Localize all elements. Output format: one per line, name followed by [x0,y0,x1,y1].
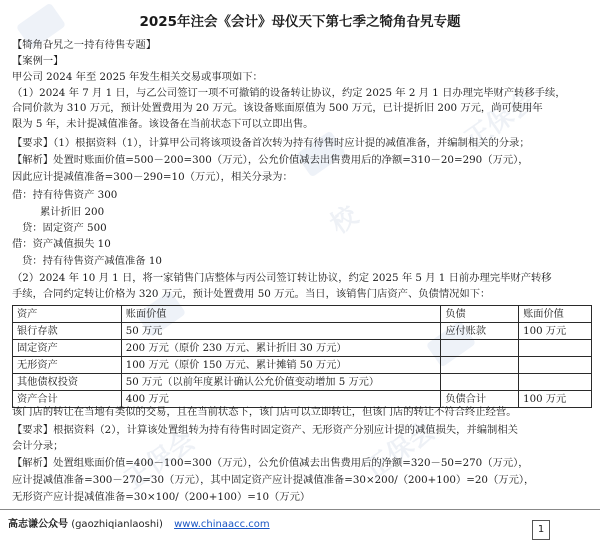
table-cell: 负债合计 [441,391,519,408]
case-text-line: 手续，合同约定转让价格为 320 万元，预计处置费用 50 万元。当日，该销售门店资产、负债情况如下： [12,288,491,300]
watermark: 校 [325,200,364,241]
table-cell [441,374,519,391]
table-cell: 应付账款 [441,323,519,340]
case-text-line: 限为 5 年，未计提减值准备。该设备在当前状态下可以立即出售。 [12,118,314,130]
footer-divider [0,509,600,510]
table-header-row [13,306,592,323]
watermark: 正保会 [359,415,441,486]
table-cell: 100 万元（原价 150 万元、累计摊销 50 万元） [121,357,441,374]
table-row [13,323,592,340]
table-cell [519,374,592,391]
table-header-cell: 资产 [13,306,122,323]
journal-entry-line: 累计折旧 200 [40,206,105,218]
balance-table [12,305,592,408]
table-cell: 50 万元（以前年度累计确认公允价值变动增加 5 万元） [121,374,441,391]
footer-brand: 高志谦公众号 [8,519,68,530]
page-number: 1 [532,520,550,540]
journal-entry-line: 贷：持有待售资产减值准备 10 [22,255,162,267]
analysis-line: 因此应计提减值准备=300－290=10（万元），相关分录为： [12,171,293,183]
table-cell [441,357,519,374]
table-header-cell: 账面价值 [121,306,441,323]
case-text-line: 合同价款为 310 万元，预计处置费用为 20 万元。该设备账面原值为 500 万元，已计提折旧 200 万元，尚可使用年 [12,102,543,114]
table-row [13,340,592,357]
table-cell [519,340,592,357]
table-cell: 无形资产 [13,357,122,374]
footer [8,515,270,530]
table-header-cell: 负债 [441,306,519,323]
table-header-cell: 账面价值 [519,306,592,323]
topic-heading: 【犄角旮旯之一持有待售专题】 [12,39,157,51]
table-cell: 400 万元 [121,391,441,408]
table-cell: 100 万元 [519,391,592,408]
case-text-line: 该门店的转让在当地有类似的交易，且在当前状态下，该门店可以立即转让，但该门店的转让不符合终止经营。 [12,406,517,418]
table-cell: 50 万元 [121,323,441,340]
requirement-line: 会计分录； [12,440,64,452]
table-row [13,357,592,374]
journal-entry-line: 借：持有待售资产 300 [12,189,118,201]
watermark: 正保会 [459,85,541,156]
table-cell: 其他债权投资 [13,374,122,391]
case-text-line: （1）2024 年 7 月 1 日，与乙公司签订一项不可撤销的设备转让协议，约定 2025 年 2 月 1 日办理完毕财产转移手续， [12,87,566,99]
analysis-line: 应计提减值准备=300－270=30（万元），其中固定资产应计提减值准备=30×200/（200+100）=20（万元）， [12,474,535,486]
table-cell: 200 万元（原价 230 万元、累计折旧 30 万元） [121,340,441,357]
intro-line: 甲公司 2024 年至 2025 年发生相关交易或事项如下： [12,71,263,83]
table-row [13,374,592,391]
table-cell [519,357,592,374]
journal-entry-line: 借：资产减值损失 10 [12,238,111,250]
table-cell: 资产合计 [13,391,122,408]
table-cell: 银行存款 [13,323,122,340]
footer-url-link[interactable]: www.chinaacc.com [174,519,270,530]
requirement-line: 【要求】（1）根据资料（1），计算甲公司将该项设备首次转为持有待售时应计提的减值准备，并编制相关的分录； [12,137,530,149]
table-cell [441,340,519,357]
case-heading: 【案例一】 [12,55,64,67]
footer-handle: (gaozhiqianlaoshi) [71,519,163,530]
journal-entry-line: 贷：固定资产 500 [22,222,107,234]
analysis-line: 【解析】处置时账面价值=500－200=300（万元），公允价值减去出售费用后的净额=310－20=290（万元）， [12,154,529,166]
case-text-line: （2）2024 年 10 月 1 日，将一家销售门店整体与丙公司签订转让协议，约定 2025 年 5 月 1 日前办理完毕财产转移 [12,272,552,284]
analysis-line: 【解析】处置组账面价值=400－100=300（万元），公允价值减去出售费用后的净额=320－50=270（万元）， [12,457,529,469]
table-cell: 固定资产 [13,340,122,357]
page-title: 2025年注会《会计》母仪天下第七季之犄角旮旯专题 [139,14,461,30]
analysis-line: 无形资产应计提减值准备=30×100/（200+100）=10（万元） [12,491,311,503]
watermark: 正保会 [119,425,201,496]
requirement-line: 【要求】根据资料（2），计算该处置组转为持有待售时固定资产、无形资产分别应计提的减值损失，并编制相关 [12,424,518,436]
table-cell: 100 万元 [519,323,592,340]
